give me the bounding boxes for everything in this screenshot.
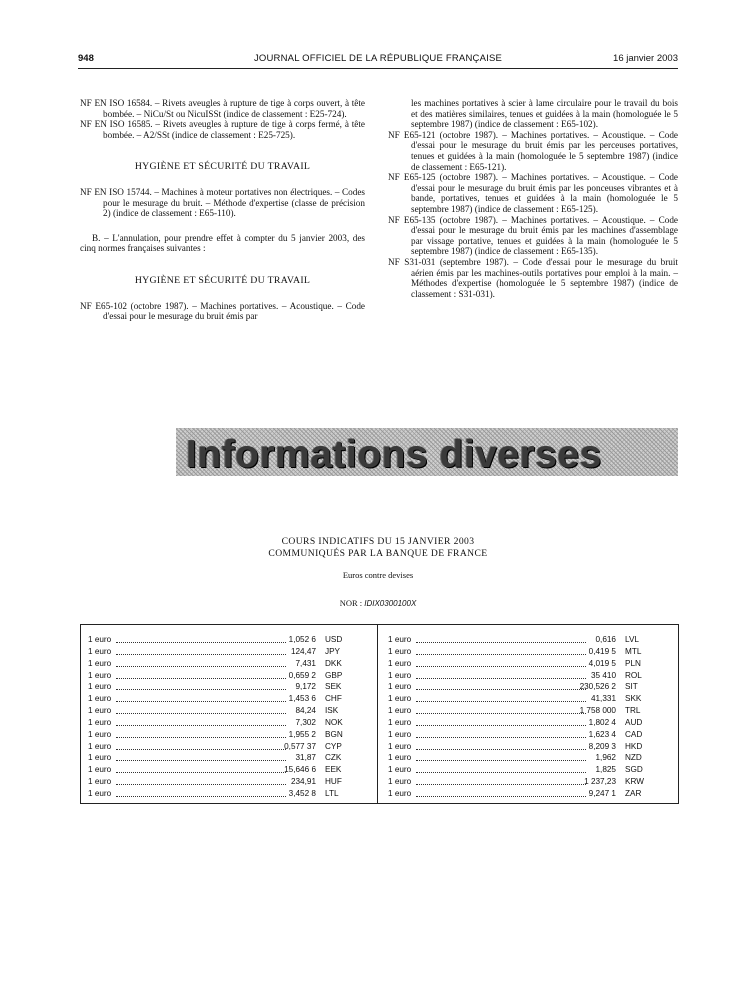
currency-code: CYP	[325, 741, 342, 751]
currency-code: AUD	[625, 717, 643, 727]
rate-unit-label: 1 euro	[88, 670, 112, 680]
norm-entry: NF E65-135 (octobre 1987). – Machines portatives. – Acoustique. – Code d'essai pour le mesurage du bruit émis par les machines d'assemblage par vissage portative, tenues et guidées à la main (homologuée le 5 septembre 1987) (indice de classement : E65-135).	[388, 214, 678, 257]
currency-code: SGD	[625, 765, 643, 775]
rate-value: 0,419 5	[588, 646, 616, 656]
currency-code: DKK	[325, 658, 342, 668]
paragraph-b: B. – L'annulation, pour prendre effet à compter du 5 janvier 2003, des cinq normes françaises suivantes :	[80, 232, 365, 254]
leader-dots	[416, 772, 586, 773]
rate-unit-label: 1 euro	[388, 741, 412, 751]
rate-row	[88, 694, 368, 706]
currency-code: NOK	[325, 717, 343, 727]
currency-code: SIT	[625, 682, 638, 692]
currency-code: ISK	[325, 706, 339, 716]
norm-entry: NF EN ISO 15744. – Machines à moteur portatives non électriques. – Codes pour le mesurage du bruit. – Méthode d'expertise (classe de précision 2) (indice de classement : E65-110).	[80, 186, 365, 219]
leader-dots	[116, 796, 286, 797]
currency-code: ROL	[625, 670, 642, 680]
rate-row	[88, 742, 368, 754]
rate-unit-label: 1 euro	[388, 646, 412, 656]
norm-entry: NF E65-102 (octobre 1987). – Machines portatives. – Acoustique. – Code d'essai pour le mesurage du bruit émis par	[80, 300, 365, 322]
rates-left-column	[88, 635, 368, 801]
rate-value: 41,331	[590, 694, 616, 704]
currency-code: NZD	[625, 753, 642, 763]
rate-value: 1,052 6	[288, 635, 316, 644]
rate-value: 4,019 5	[588, 658, 616, 668]
leader-dots	[416, 654, 586, 655]
rate-unit-label: 1 euro	[388, 765, 412, 775]
rate-unit-label: 1 euro	[88, 729, 112, 739]
leader-dots	[116, 678, 286, 679]
currency-code: BGN	[325, 729, 343, 739]
currency-code: LVL	[625, 635, 639, 644]
leader-dots	[116, 749, 286, 750]
currency-code: CHF	[325, 694, 342, 704]
rate-unit-label: 1 euro	[388, 670, 412, 680]
rate-value: 0,577 37	[284, 741, 316, 751]
rate-unit-label: 1 euro	[388, 658, 412, 668]
leader-dots	[416, 701, 586, 702]
rate-row	[388, 694, 668, 706]
leader-dots	[116, 725, 286, 726]
rate-row	[388, 789, 668, 801]
rate-value: 0,659 2	[288, 670, 316, 680]
rate-unit-label: 1 euro	[88, 706, 112, 716]
rate-row	[88, 706, 368, 718]
leader-dots	[116, 772, 286, 773]
rate-value: 1,623 4	[588, 729, 616, 739]
rate-value: 124,47	[290, 646, 316, 656]
left-column	[80, 98, 365, 322]
rate-row	[88, 730, 368, 742]
rate-row	[388, 706, 668, 718]
nor-label: NOR :	[339, 598, 363, 608]
issue-date: 16 janvier 2003	[613, 53, 678, 64]
leader-dots	[416, 642, 586, 643]
rate-value: 84,24	[295, 706, 316, 716]
rate-unit-label: 1 euro	[388, 717, 412, 727]
currency-code: CAD	[625, 729, 643, 739]
rate-row	[88, 753, 368, 765]
nor-reference	[78, 598, 678, 608]
currency-code: GBP	[325, 670, 343, 680]
currency-code: TRL	[625, 706, 641, 716]
rate-row	[388, 765, 668, 777]
leader-dots	[116, 713, 286, 714]
leader-dots	[416, 784, 586, 785]
rate-row	[88, 765, 368, 777]
rate-row	[388, 777, 668, 789]
cours-title-line2: COMMUNIQUÉS PAR LA BANQUE DE FRANCE	[268, 548, 488, 559]
norm-entry: NF E65-121 (octobre 1987). – Machines portatives. – Acoustique. – Code d'essai pour le mesurage du bruit émis par les perceuses portatives, tenues et guidées à la main (homologuée le 5 septembre 1987) (indice de classement : E65-121).	[388, 129, 678, 172]
leader-dots	[116, 760, 286, 761]
rate-unit-label: 1 euro	[88, 741, 112, 751]
rate-unit-label: 1 euro	[88, 753, 112, 763]
currency-code: HUF	[325, 777, 342, 787]
page-number: 948	[78, 53, 94, 64]
rate-value: 9,247 1	[588, 788, 616, 798]
rate-unit-label: 1 euro	[88, 635, 112, 644]
rate-value: 1,802 4	[588, 717, 616, 727]
rate-unit-label: 1 euro	[88, 646, 112, 656]
rate-unit-label: 1 euro	[388, 682, 412, 692]
rate-unit-label: 1 euro	[88, 777, 112, 787]
norm-entry-continuation: les machines portatives à scier à lame circulaire pour le travail du bois et des matières similaires, tenues et guidées à la main (homologuée le 5 septembre 1987) (indice de classement : E65-102).	[411, 98, 678, 130]
rate-value: 8,209 3	[588, 741, 616, 751]
rate-unit-label: 1 euro	[88, 658, 112, 668]
rate-value: 3,452 8	[288, 788, 316, 798]
currency-code: EEK	[325, 765, 342, 775]
rate-value: 31,87	[295, 753, 316, 763]
leader-dots	[416, 760, 586, 761]
rate-value: 35 410	[590, 670, 616, 680]
rate-row	[88, 777, 368, 789]
cours-subtitle: Euros contre devises	[342, 570, 414, 580]
rate-row	[388, 753, 668, 765]
rate-value: 0,616	[595, 635, 616, 644]
nor-code: IDIX0300100X	[364, 599, 417, 608]
rate-row	[388, 682, 668, 694]
currency-code: SKK	[625, 694, 642, 704]
leader-dots	[116, 737, 286, 738]
rate-row	[88, 659, 368, 671]
leader-dots	[416, 689, 586, 690]
currency-code: LTL	[325, 788, 339, 798]
currency-code: CZK	[325, 753, 342, 763]
leader-dots	[116, 701, 286, 702]
table-divider	[377, 624, 378, 804]
rate-value: 1 237,23	[584, 777, 616, 787]
currency-code: MTL	[625, 646, 642, 656]
norm-entry: NF EN ISO 16585. – Rivets aveugles à rupture de tige à corps fermé, à tête bombée. – A2/SSt (indice de classement : E25-725).	[80, 119, 365, 140]
rate-unit-label: 1 euro	[88, 765, 112, 775]
rates-right-column	[388, 635, 668, 801]
rate-row	[88, 635, 368, 647]
leader-dots	[116, 689, 286, 690]
rate-unit-label: 1 euro	[388, 694, 412, 704]
rate-unit-label: 1 euro	[388, 635, 412, 644]
rate-unit-label: 1 euro	[388, 753, 412, 763]
leader-dots	[116, 784, 286, 785]
rate-row	[388, 742, 668, 754]
rate-value: 1,962	[595, 753, 616, 763]
rate-unit-label: 1 euro	[388, 788, 412, 798]
rate-unit-label: 1 euro	[388, 706, 412, 716]
rate-row	[388, 671, 668, 683]
rate-value: 7,302	[295, 717, 316, 727]
currency-code: HKD	[625, 741, 643, 751]
rate-row	[388, 718, 668, 730]
banner-title: Informations diverses	[186, 433, 602, 476]
rate-unit-label: 1 euro	[388, 777, 412, 787]
rate-value: 9,172	[295, 682, 316, 692]
rate-value: 1,955 2	[288, 729, 316, 739]
rate-row	[88, 647, 368, 659]
journal-title: JOURNAL OFFICIEL DE LA RÉPUBLIQUE FRANÇAISE	[253, 53, 503, 64]
rate-value: 230,526 2	[579, 682, 616, 692]
rate-unit-label: 1 euro	[88, 717, 112, 727]
currency-code: USD	[325, 635, 343, 644]
leader-dots	[416, 713, 586, 714]
currency-code: PLN	[625, 658, 641, 668]
leader-dots	[416, 678, 586, 679]
rate-unit-label: 1 euro	[88, 788, 112, 798]
leader-dots	[416, 749, 586, 750]
rate-value: 234,91	[290, 777, 316, 787]
norm-entry: NF EN ISO 16584. – Rivets aveugles à rupture de tige à corps ouvert, à tête bombée. – NiCu/St ou NicuISSt (indice de classement : E25-724).	[80, 98, 365, 119]
section-heading: HYGIÈNE ET SÉCURITÉ DU TRAVAIL	[134, 161, 311, 173]
currency-code: JPY	[325, 646, 341, 656]
rate-unit-label: 1 euro	[88, 694, 112, 704]
rate-value: 7,431	[295, 658, 316, 668]
rate-value: 15,646 6	[284, 765, 316, 775]
rate-row	[388, 659, 668, 671]
leader-dots	[116, 642, 286, 643]
leader-dots	[416, 796, 586, 797]
rate-row	[388, 647, 668, 659]
rate-value: 1 758 000	[579, 706, 616, 716]
header-rule	[78, 68, 678, 69]
rate-row	[88, 718, 368, 730]
rate-row	[88, 789, 368, 801]
rate-value: 1,825	[595, 765, 616, 775]
leader-dots	[116, 654, 286, 655]
page-header	[78, 53, 678, 67]
currency-code: KRW	[625, 777, 644, 787]
norm-entry: NF S31-031 (septembre 1987). – Code d'essai pour le mesurage du bruit aérien émis par les machines-outils portatives pour emploi à la main. – Méthodes d'expertise (homologuée le 5 septembre 1987) (indice de classement : S31-031).	[388, 256, 678, 299]
currency-code: SEK	[325, 682, 342, 692]
rate-row	[88, 671, 368, 683]
rate-row	[88, 682, 368, 694]
currency-code: ZAR	[625, 788, 642, 798]
right-column	[388, 98, 678, 299]
section-heading: HYGIÈNE ET SÉCURITÉ DU TRAVAIL	[134, 274, 311, 286]
rate-value: 1,453 6	[288, 694, 316, 704]
rate-row	[388, 635, 668, 647]
rate-row	[388, 730, 668, 742]
cours-title-line1: COURS INDICATIFS DU 15 JANVIER 2003	[281, 536, 475, 547]
rate-unit-label: 1 euro	[88, 682, 112, 692]
leader-dots	[416, 725, 586, 726]
norm-entry: NF E65-125 (octobre 1987). – Machines portatives. – Acoustique. – Code d'essai pour le mesurage du bruit émis par les ponceuses vibrantes et à bande, portatives, tenues et guidées à la main (homologuée le 5 septembre 1987) (indice de classement : E65-125).	[388, 172, 678, 214]
leader-dots	[416, 737, 586, 738]
rate-unit-label: 1 euro	[388, 729, 412, 739]
leader-dots	[116, 666, 286, 667]
leader-dots	[416, 666, 586, 667]
